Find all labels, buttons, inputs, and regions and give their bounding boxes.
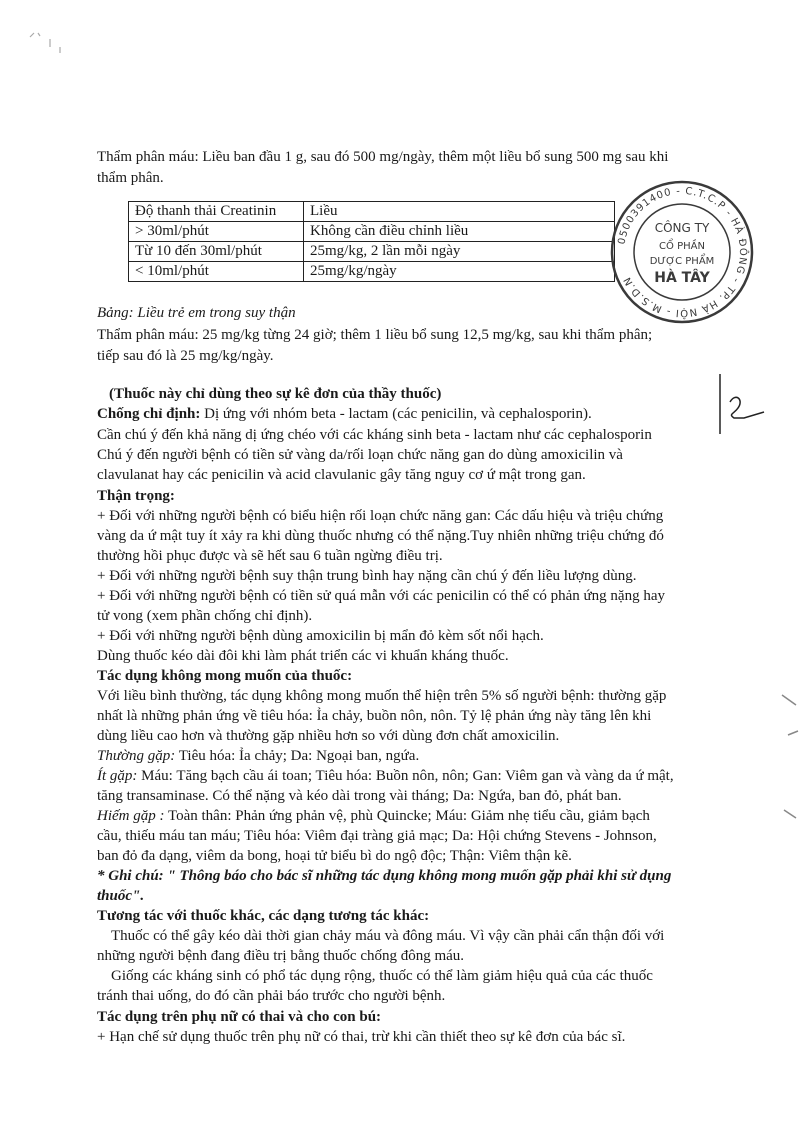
svg-text:CÔNG TY: CÔNG TY — [654, 221, 710, 235]
table-header-clearance: Độ thanh thải Creatinin — [129, 202, 304, 222]
interactions-line-3: Giống các kháng sinh có phổ tác dụng rộng, thuốc có thể làm giảm hiệu quả của các thuốc — [111, 968, 653, 984]
prescription-note: (Thuốc này chỉ dùng theo sự kê đơn của thầy thuốc) — [109, 386, 442, 402]
renal-dose-table — [128, 201, 615, 282]
adverse-common-line — [97, 747, 419, 766]
scan-mark-top-left — [20, 25, 70, 65]
svg-text:CỔ PHẦN: CỔ PHẦN — [659, 241, 705, 252]
contraindications-line-4: clavulanat hay các penicilin và acid clavulanic gây tăng nguy cơ ứ mật trong gan. — [97, 467, 586, 483]
interactions-heading: Tương tác với thuốc khác, các dạng tương tác khác: — [97, 908, 430, 924]
pregnancy-heading: Tác dụng trên phụ nữ có thai và cho con bú: — [97, 1009, 382, 1025]
adverse-rare-line — [97, 807, 650, 826]
precautions-line-1: + Đối với những người bệnh có biểu hiện rối loạn chức năng gan: Các dấu hiệu và triệu chứng — [97, 508, 664, 524]
table-cell-dose: 25mg/kg, 2 lần mỗi ngày — [304, 242, 615, 262]
dialysis-adult-line-1: Thẩm phân máu: Liều ban đầu 1 g, sau đó 500 mg/ngày, thêm một liều bổ sung 500 mg sau khi — [97, 149, 669, 165]
dialysis-adult-line-2: thẩm phân. — [97, 170, 164, 186]
contraindications-heading: Chống chỉ định: — [97, 406, 201, 422]
interactions-line-4: tránh thai uống, do đó cần phải báo trước cho người bệnh. — [97, 988, 446, 1004]
adverse-note-line-2: thuốc". — [97, 888, 145, 904]
table-header-row — [129, 202, 615, 222]
adverse-line-2: nhất là những phản ứng về tiêu hóa: Ỉa chảy, buồn nôn, nôn. Tỷ lệ phản ứng này tăng lên khi — [97, 708, 652, 724]
dialysis-child-line-1: Thẩm phân máu: 25 mg/kg từng 24 giờ; thêm 1 liều bổ sung 12,5 mg/kg, sau khi thẩm phân; — [97, 327, 653, 343]
contraindications-line-1 — [97, 405, 592, 424]
table-row — [129, 262, 615, 282]
adverse-heading: Tác dụng không mong muốn của thuốc: — [97, 668, 353, 684]
adverse-line-1: Với liều bình thường, tác dụng không mong muốn thể hiện trên 5% số người bệnh: thường gặp — [97, 688, 667, 704]
svg-text:DƯỢC PHẨM: DƯỢC PHẨM — [649, 256, 715, 267]
contraindications-line-2: Cần chú ý đến khả năng dị ứng chéo với các kháng sinh beta - lactam như các cephalosporin — [97, 427, 652, 443]
adverse-less-line — [97, 767, 674, 786]
table-cell-dose: Không cần điều chỉnh liều — [304, 222, 615, 242]
adverse-less-label: Ít gặp: — [97, 768, 138, 784]
precautions-line-7: + Đối với những người bệnh dùng amoxicilin bị mẩn đỏ kèm sốt nổi hạch. — [97, 628, 544, 644]
adverse-less-line-2: tăng transaminase. Có thể nặng và kéo dài trong vài tháng; Da: Ngứa, ban đỏ, phát ban. — [97, 788, 622, 804]
margin-bracket-mark — [706, 372, 768, 442]
table-caption: Bảng: Liều trẻ em trong suy thận — [97, 305, 296, 321]
dialysis-child-line-2: tiếp sau đó là 25 mg/kg/ngày. — [97, 348, 274, 364]
interactions-line-1: Thuốc có thể gây kéo dài thời gian chảy máu và đông máu. Vì vậy cần phải cẩn thận đối với — [111, 928, 665, 944]
table-cell-dose: 25mg/kg/ngày — [304, 262, 615, 282]
precautions-line-4: + Đối với những người bệnh suy thận trung bình hay nặng cần chú ý đến liều lượng dùng. — [97, 568, 637, 584]
adverse-common-text: Tiêu hóa: Ỉa chảy; Da: Ngoại ban, ngứa. — [175, 748, 420, 764]
precautions-line-3: thường hồi phục được và sẽ hết sau 6 tuần ngừng điều trị. — [97, 548, 443, 564]
adverse-less-text: Máu: Tăng bạch cầu ái toan; Tiêu hóa: Buồn nôn, nôn; Gan: Viêm gan và vàng da ứ mật, — [137, 768, 674, 784]
pregnancy-line-1: + Hạn chế sử dụng thuốc trên phụ nữ có thai, trừ khi cần thiết theo sự kê đơn của bác sĩ. — [97, 1029, 626, 1045]
adverse-common-label: Thường gặp: — [97, 748, 176, 764]
adverse-rare-line-3: ban đỏ đa dạng, viêm da bong, hoại tử biểu bì do ngộ độc; Thận: Viêm thận kẽ. — [97, 848, 572, 864]
contraindications-text: Dị ứng với nhóm beta - lactam (các penicilin, và cephalosporin). — [200, 406, 592, 422]
precautions-line-6: tử vong (xem phần chống chỉ định). — [97, 608, 313, 624]
contraindications-line-3: Chú ý đến người bệnh có tiền sử vàng da/rối loạn chức năng gan do dùng amoxicilin và — [97, 447, 623, 463]
table-row — [129, 242, 615, 262]
table-cell-clearance: > 30ml/phút — [129, 222, 304, 242]
precautions-line-2: vàng da ứ mật tuy ít xảy ra khi dùng thuốc nhưng có thể nặng.Tuy nhiên những triệu chứng đó — [97, 528, 664, 544]
adverse-line-3: dùng liều cao hơn và thường gặp nhiều hơn so với dùng đơn chất amoxicilin. — [97, 728, 560, 744]
adverse-rare-text: Toàn thân: Phản ứng phản vệ, phù Quincke; Máu: Giảm nhẹ tiểu cầu, giảm bạch — [164, 808, 650, 824]
table-cell-clearance: Từ 10 đến 30ml/phút — [129, 242, 304, 262]
company-seal-stamp — [607, 177, 757, 327]
interactions-line-2: những người bệnh đang điều trị bằng thuốc chống đông máu. — [97, 948, 465, 964]
adverse-rare-line-2: cầu, thiếu máu tan máu; Tiêu hóa: Viêm đại tràng giả mạc; Da: Hội chứng Stevens - Johnson, — [97, 828, 657, 844]
table-header-dose: Liều — [304, 202, 615, 222]
precautions-line-8: Dùng thuốc kéo dài đôi khi làm phát triển các vi khuẩn kháng thuốc. — [97, 648, 509, 664]
precautions-heading: Thận trọng: — [97, 488, 175, 504]
adverse-rare-label: Hiếm gặp : — [97, 808, 165, 824]
precautions-line-5: + Đối với những người bệnh có tiền sử quá mẫn với các penicilin có thể có phản ứng nặng hay — [97, 588, 665, 604]
svg-text:HÀ TÂY: HÀ TÂY — [654, 270, 710, 286]
svg-text:0500391400 - C.T.C.P - HÀ ĐÔNG: 0500391400 - C.T.C.P - HÀ ĐÔNG - TP. HÀ NỘI - M.S.D.N — [616, 185, 749, 319]
scan-mark-right-edge — [780, 690, 800, 830]
adverse-note-line-1: * Ghi chú: " Thông báo cho bác sĩ những tác dụng không mong muốn gặp phải khi sử dụng — [97, 868, 672, 884]
table-row — [129, 222, 615, 242]
table-cell-clearance: < 10ml/phút — [129, 262, 304, 282]
